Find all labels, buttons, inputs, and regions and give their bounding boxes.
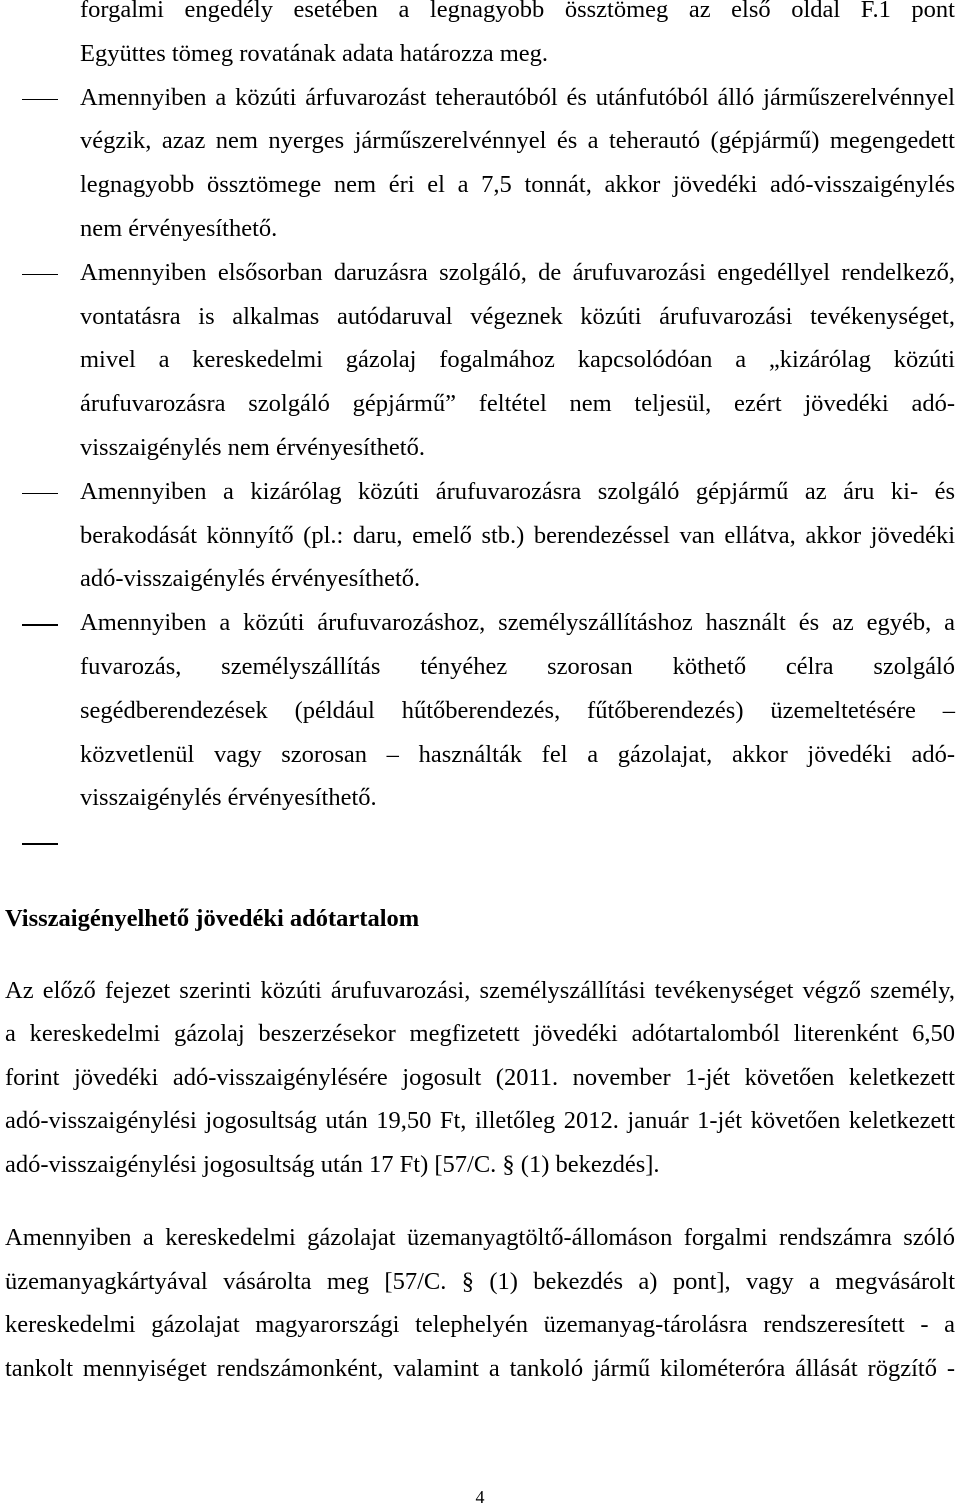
text-line: Amennyiben elsősorban daruzásra szolgáló, de árufuvarozási engedéllyel rendelkező, (80, 258, 955, 286)
text-line: a kereskedelmi gázolaj beszerzésekor megfizetett jövedéki adótartalomból literenként 6,50 (5, 1020, 955, 1048)
list-section (80, 0, 955, 864)
text-line: közvetlenül vagy szorosan – használták fel a gázolajat, akkor jövedéki adó- (80, 740, 955, 768)
text-line: forint jövedéki adó-visszaigénylésére jogosult (2011. november 1-jét követően keletkezett (5, 1063, 955, 1091)
text-line: Amennyiben a közúti árufuvarozáshoz, személyszállításhoz használt és az egyéb, a (80, 609, 955, 637)
text-line: Az előző fejezet szerinti közúti árufuvarozási, személyszállítási tevékenységet végző személy, (5, 977, 955, 1004)
text-line: árufuvarozásra szolgáló gépjármű” feltétel nem teljesül, ezért jövedéki adó- (80, 390, 955, 418)
text-line: visszaigénylés érvényesíthető. (80, 784, 377, 812)
list-item (80, 470, 955, 601)
text-line: Amennyiben a kizárólag közúti árufuvarozásra szolgáló gépjármű az áru ki- és (80, 477, 955, 505)
dash-bullet-icon (22, 99, 58, 101)
list-item-empty (80, 820, 955, 864)
text-line: tankolt mennyiséget rendszámonként, valamint a tankoló jármű kilométeróra állását rögzítő - (5, 1355, 955, 1383)
text-line: forgalmi engedély esetében a legnagyobb össztömeg az első oldal F.1 pont (80, 0, 955, 23)
text-line: berakodását könnyítő (pl.: daru, emelő stb.) berendezéssel van ellátva, akkor jövedéki (80, 521, 955, 549)
dash-bullet-icon (22, 843, 58, 845)
list-item (80, 601, 955, 820)
text-line: Együttes tömeg rovatának adata határozza meg. (80, 39, 549, 67)
text-line: végzik, azaz nem nyerges járműszerelvénnyel és a teherautó (gépjármű) megengedett (80, 127, 955, 155)
page-number: 4 (475, 1487, 485, 1507)
text-line: Amennyiben a közúti árfuvarozást teherautóból és utánfutóból álló járműszerelvénnyel (80, 83, 955, 111)
section-heading: Visszaigényelhető jövedéki adótartalom (5, 905, 420, 932)
dash-bullet-icon (22, 624, 58, 626)
text-line: mivel a kereskedelmi gázolaj fogalmához kapcsolódóan a „kizárólag közúti (80, 346, 955, 374)
text-line: nem érvényesíthető. (80, 214, 278, 242)
text-line: visszaigénylés nem érvényesíthető. (80, 433, 425, 461)
list-item (80, 76, 955, 251)
text-line: Amennyiben a kereskedelmi gázolajat üzemanyagtöltő-állomáson forgalmi rendszámra szóló (5, 1224, 955, 1251)
paragraph (5, 969, 955, 1186)
text-line: fuvarozás, személyszállítás tényéhez szorosan köthető célra szolgáló (80, 652, 955, 680)
list-item (80, 251, 955, 470)
text-line: legnagyobb össztömege nem éri el a 7,5 tonnát, akkor jövedéki adó-visszaigénylés (80, 171, 955, 199)
text-line: üzemanyagkártyával vásárolta meg [57/C. § (1) bekezdés a) pont], vagy a megvásárolt (5, 1267, 955, 1295)
text-line: adó-visszaigénylési jogosultság után 19,50 Ft, illetőleg 2012. január 1-jét követően keletkezett (5, 1107, 955, 1135)
text-line: adó-visszaigénylési jogosultság után 17 Ft) [57/C. § (1) bekezdés]. (5, 1150, 660, 1178)
text-line: kereskedelmi gázolajat magyarországi telephelyén üzemanyag-tárolásra rendszeresített - a (5, 1311, 955, 1339)
dash-bullet-icon (22, 274, 58, 276)
text-line: segédberendezések (például hűtőberendezés, fűtőberendezés) üzemeltetésére – (80, 696, 955, 724)
text-line: adó-visszaigénylés érvényesíthető. (80, 565, 421, 593)
continued-list-item (80, 0, 955, 76)
dash-bullet-icon (22, 493, 58, 495)
text-line: vontatásra is alkalmas autódaruval végeznek közúti árufuvarozási tevékenységet, (80, 302, 955, 330)
paragraph (5, 1216, 955, 1391)
